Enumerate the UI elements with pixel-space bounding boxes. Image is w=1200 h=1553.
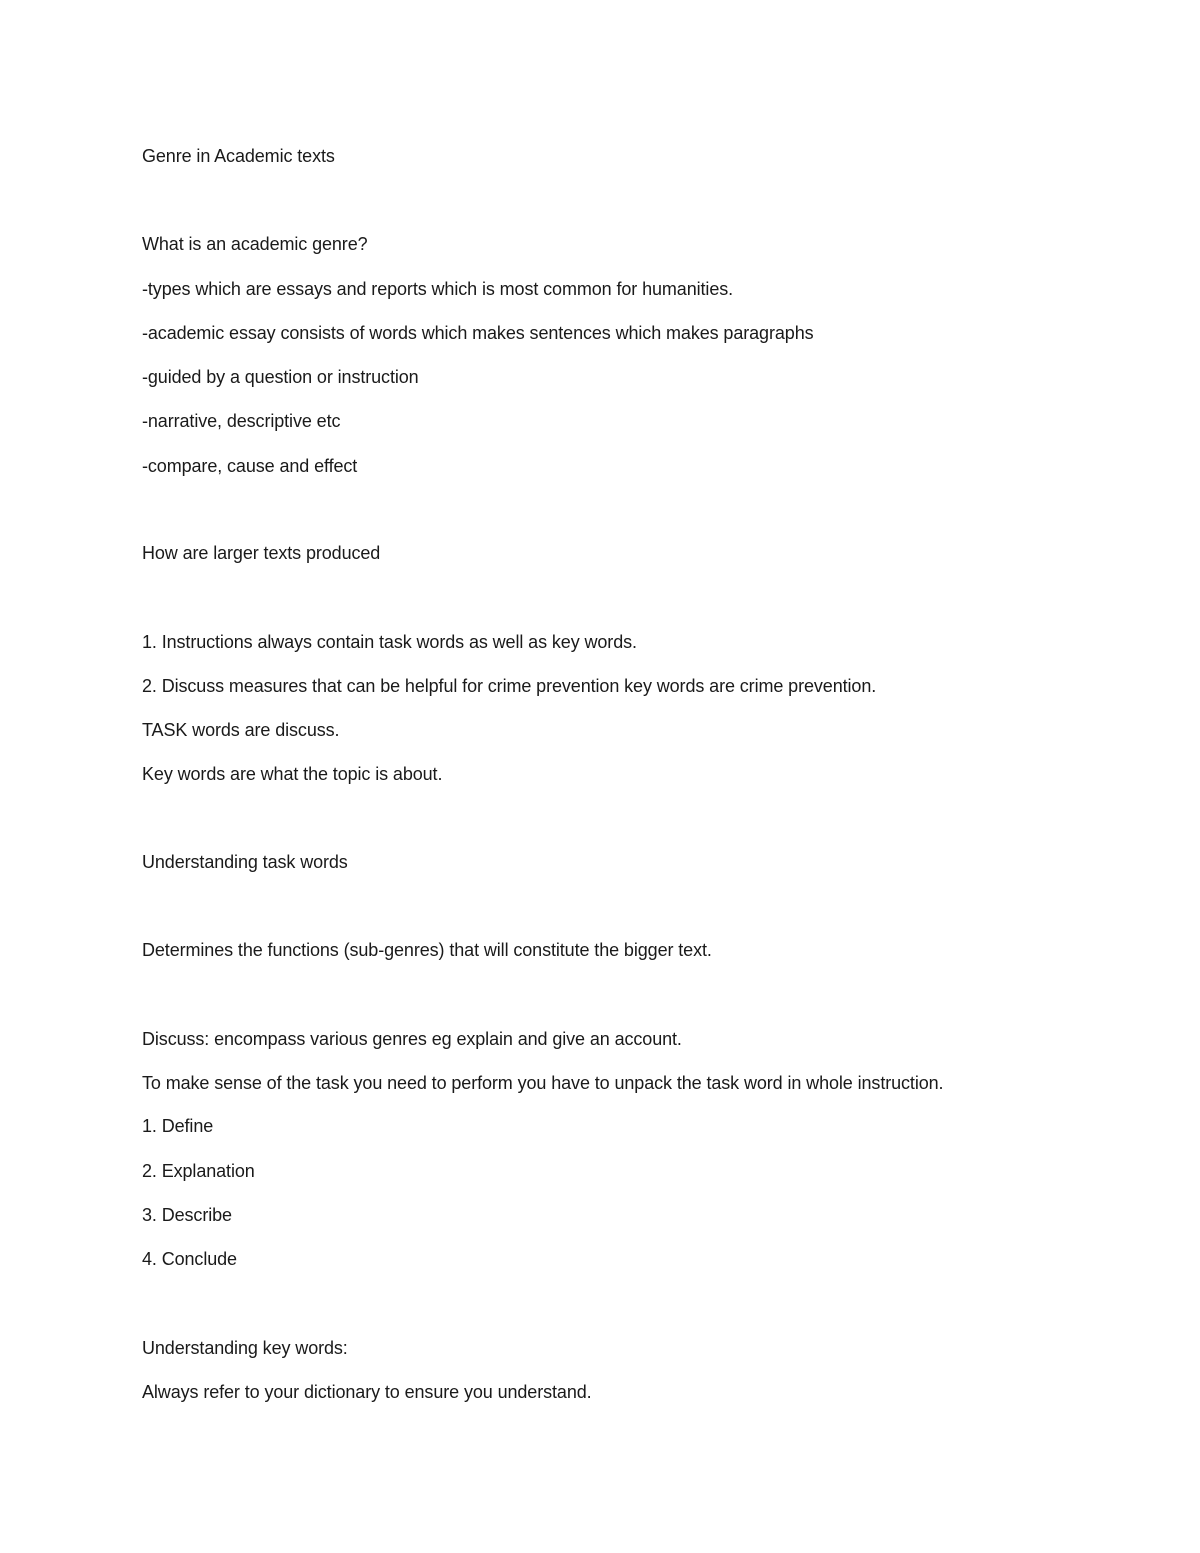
section-heading-task-words: Understanding task words — [142, 852, 348, 872]
list-item: 1. Define — [142, 1116, 214, 1136]
section-heading-academic-genre: What is an academic genre? — [142, 234, 368, 254]
paragraph: Discuss: encompass various genres eg explain and give an account. — [142, 1029, 682, 1049]
paragraph: Determines the functions (sub-genres) that will constitute the bigger text. — [142, 940, 712, 960]
list-item: 2. Discuss measures that can be helpful for crime prevention key words are crime prevention. — [142, 676, 877, 696]
list-item: 2. Explanation — [142, 1161, 255, 1181]
section-heading-larger-texts: How are larger texts produced — [142, 543, 381, 563]
list-item: 1. Instructions always contain task words as well as key words. — [142, 632, 637, 652]
paragraph: Always refer to your dictionary to ensure you understand. — [142, 1382, 592, 1402]
paragraph: To make sense of the task you need to perform you have to unpack the task word in whole instruction. — [142, 1073, 944, 1093]
bullet-point: -guided by a question or instruction — [142, 367, 419, 387]
bullet-point: -compare, cause and effect — [142, 456, 358, 476]
bullet-point: -narrative, descriptive etc — [142, 411, 341, 431]
bullet-point: -types which are essays and reports which is most common for humanities. — [142, 279, 734, 299]
paragraph: Key words are what the topic is about. — [142, 764, 443, 784]
bullet-point: -academic essay consists of words which makes sentences which makes paragraphs — [142, 323, 814, 343]
list-item: 3. Describe — [142, 1205, 232, 1225]
document-title: Genre in Academic texts — [142, 146, 335, 166]
list-item: 4. Conclude — [142, 1249, 237, 1269]
section-heading-key-words: Understanding key words: — [142, 1338, 348, 1358]
paragraph: TASK words are discuss. — [142, 720, 340, 740]
